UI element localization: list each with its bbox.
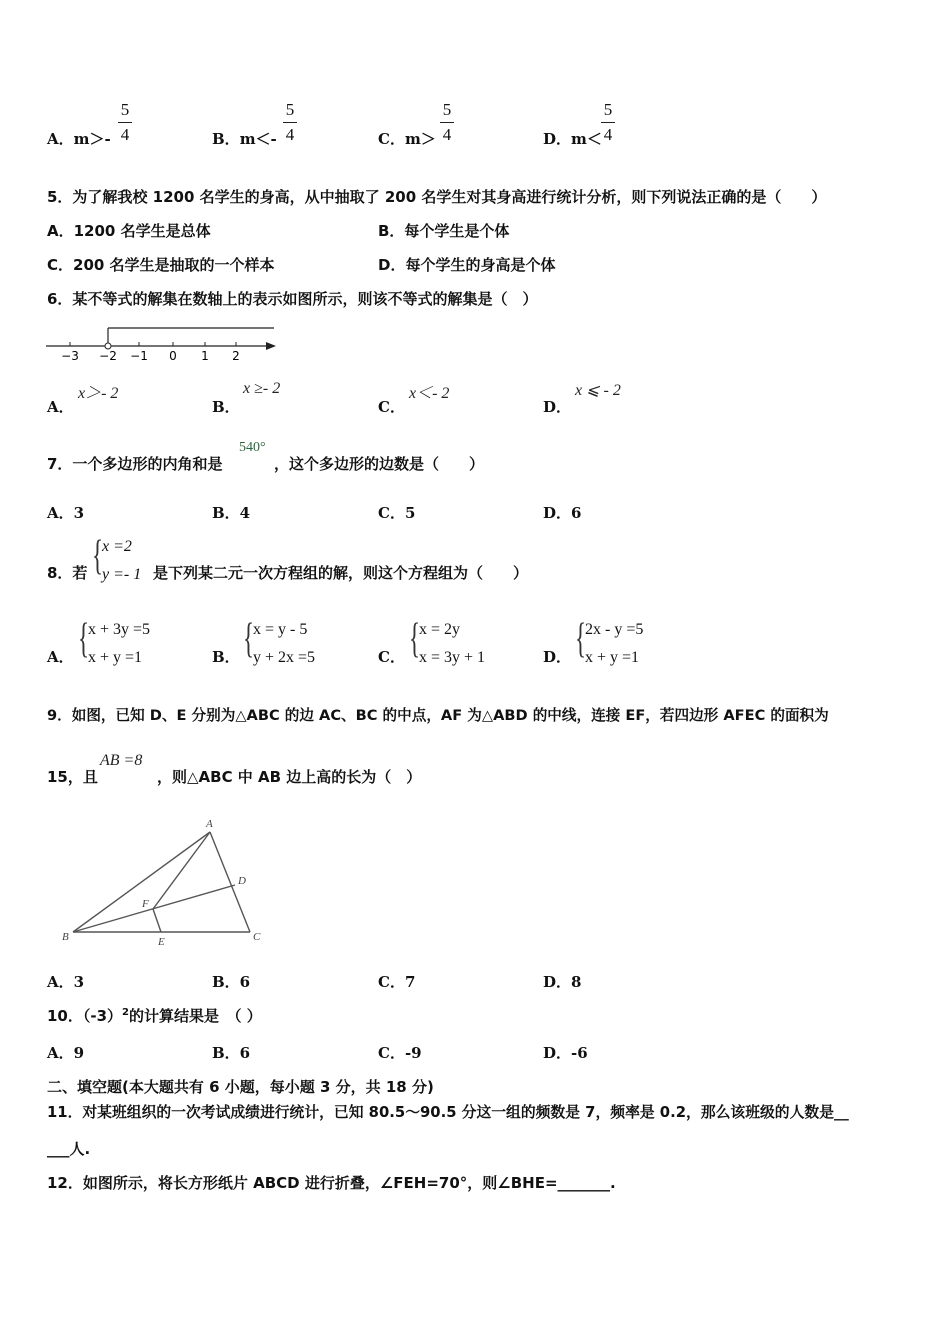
tick-label: −3 [61,349,79,363]
axis-arrow [266,342,276,350]
q6-option-a-expr: x＞- 2 [78,385,119,402]
tick-label: 1 [201,349,209,363]
triangle-figure [55,812,275,952]
q4-option-a: A．m＞- [47,130,111,148]
q10-option-c: C．-9 [378,1044,422,1062]
q8-option-c-brace: { [409,616,421,662]
q8-solution-system [102,533,141,589]
q9-condition: AB =8 [100,752,143,769]
tick-label: −2 [99,349,117,363]
q9-stem-start: 15，且 [47,768,98,786]
q7-option-b: B．4 [212,504,251,522]
q5-option-c: C．200 名学生是抽取的一个样本 [47,256,275,274]
label-e: E [158,936,165,948]
label-b: B [62,931,69,943]
q4-c-fraction: $\frac{5}{4}$ [440,100,454,145]
q9-stem-end: ，则△ABC 中 AB 边上高的长为（ ） [157,768,422,786]
q12-stem: 12．如图所示，将长方形纸片 ABCD 进行折叠，∠FEH=70°，则∠BHE=_______. [47,1174,616,1192]
q7-option-d: D．6 [543,504,582,522]
q8-stem-end: 是下列某二元一次方程组的解，则这个方程组为（ ） [153,564,529,582]
tick-label: 2 [232,349,240,363]
label-c: C [253,931,261,943]
q8-option-b-brace: { [243,616,255,662]
q4-d-fraction: $\frac{5}{4}$ [601,100,615,145]
label-d: D [238,875,246,887]
q6-option-c-expr: x＜- 2 [409,385,450,402]
q8-option-d-system: 2x - y =5 x + y =1 [585,621,644,666]
q10-option-a: A．9 [47,1044,85,1062]
q8-option-d-brace: { [575,616,587,662]
section-2-heading: 二、填空题(本大题共有 6 小题，每小题 3 分，共 18 分) [47,1078,434,1096]
q6-option-d-letter: D． [543,398,572,416]
q6-option-d-expr: x ⩽ - 2 [575,382,621,399]
q4-option-d: D．m＜ [543,130,602,148]
tick-label: −1 [130,349,148,363]
q6-option-b-letter: B． [212,398,240,416]
q8-option-c-system: x = 2y x = 3y + 1 [419,621,486,666]
segment-fe [153,909,161,932]
q8-option-d-letter: D． [543,648,572,666]
q9-option-b: B．6 [212,973,251,991]
q8-solution-y: y =- 1 [102,566,142,583]
q8-solution-brace: { [92,533,104,579]
label-f: F [142,898,149,910]
q7-stem-start: 7．一个多边形的内角和是 [47,455,223,473]
segment-ba [73,832,210,932]
q11-line2: ___人. [47,1140,91,1158]
q6-option-c-letter: C． [378,398,405,416]
q7-option-c: C．5 [378,504,416,522]
q5-option-a: A．1200 名学生是总体 [47,222,211,240]
tick-label: 0 [169,349,177,363]
q9-option-d: D．8 [543,973,582,991]
q7-stem-end: ，这个多边形的边数是（ ） [274,455,485,473]
q9-stem-line1: 9．如图，已知 D、E 分别为△ABC 的边 AC、BC 的中点，AF 为△ABD 的中线，连接 EF，若四边形 AFEC 的面积为 [47,707,829,724]
q10-option-b: B．6 [212,1044,251,1062]
q8-option-c-letter: C． [378,648,405,666]
q8-option-a-brace: { [78,616,90,662]
q8-option-b-letter: B． [212,648,240,666]
q5-stem: 5．为了解我校 1200 名学生的身高，从中抽取了 200 名学生对其身高进行统计分析，则下列说法正确的是（ ） [47,188,827,206]
label-a: A [206,818,213,830]
q6-option-a-letter: A． [47,398,74,416]
q8-solution-x: x =2 [102,538,132,555]
q4-option-b: B．m＜- [212,130,277,148]
q8-option-a-system: x + 3y =5 x + y =1 [88,621,151,666]
q10-stem: 10．$(-3)^2$的计算结果是 （ ） [47,1007,262,1025]
q8-stem-start: 8．若 [47,564,88,582]
q5-option-d: D．每个学生的身高是个体 [378,256,556,274]
q10-option-d: D．-6 [543,1044,588,1062]
q8-option-a-letter: A． [47,648,74,666]
q7-option-a: A．3 [47,504,85,522]
q4-a-fraction: $\frac{5}{4}$ [118,100,132,145]
q11-line1: 11．对某班组织的一次考试成绩进行统计，已知 80.5～90.5 分这一组的频数是 7，频率是 0.2，那么该班级的人数是__ [47,1104,849,1121]
q4-b-fraction: $\frac{5}{4}$ [283,100,297,145]
q9-option-a: A．3 [47,973,85,991]
segment-af [153,832,210,909]
number-line-figure [40,320,280,365]
q6-stem: 6．某不等式的解集在数轴上的表示如图所示，则该不等式的解集是（ ） [47,290,538,308]
q5-option-b: B．每个学生是个体 [378,222,510,240]
q6-option-b-expr: x ≥- 2 [243,380,281,397]
q4-option-c: C．m＞ [378,130,436,148]
q9-option-c: C．7 [378,973,416,991]
q7-angle-value: 540° [239,440,266,455]
q8-option-b-system: x = y - 5 y + 2x =5 [253,621,316,666]
